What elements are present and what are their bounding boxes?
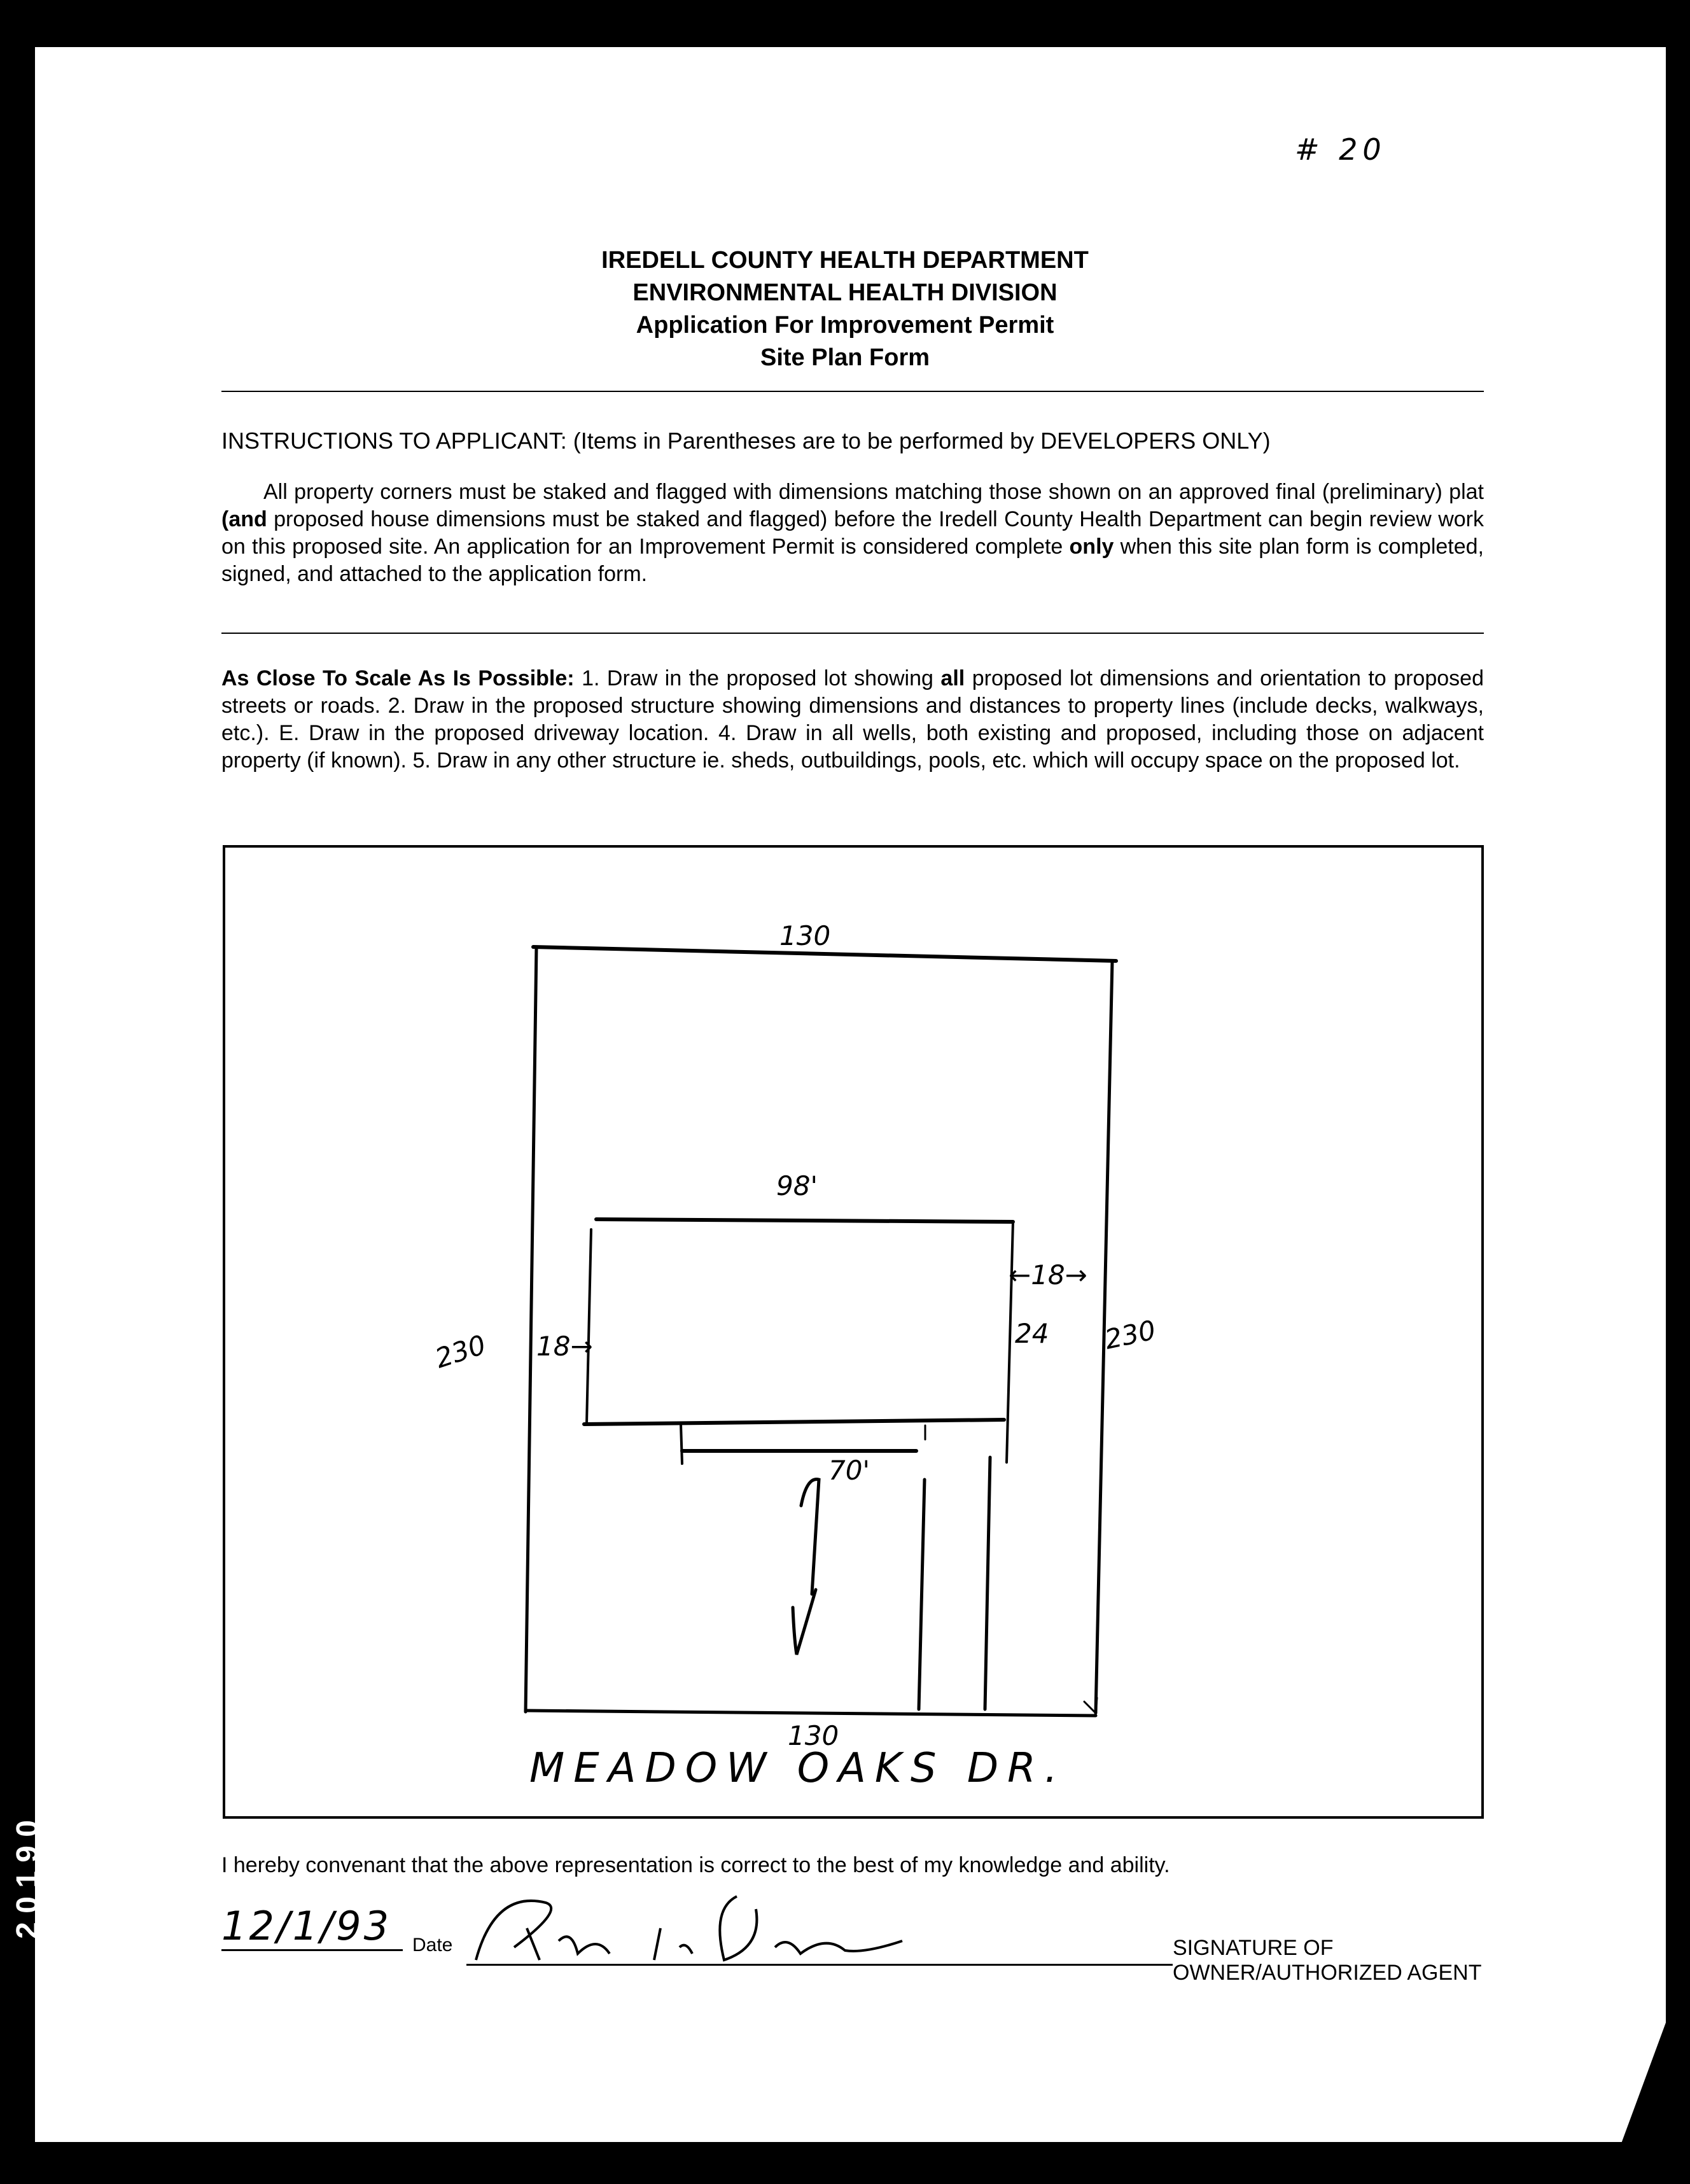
house-depth-label: 24 xyxy=(1015,1318,1049,1349)
instructions-title: INSTRUCTIONS TO APPLICANT: (Items in Parentheses are to be performed by DEVELOPERS ONLY) xyxy=(221,428,1271,454)
setback-right-label: ←18→ xyxy=(1009,1259,1087,1291)
lot-line-left xyxy=(526,947,536,1712)
distance-arrow-up-icon xyxy=(801,1480,819,1594)
date-label: Date xyxy=(412,1935,453,1956)
signature-stroke xyxy=(476,1896,902,1960)
deck-line-left xyxy=(681,1424,682,1464)
lot-line-bottom xyxy=(526,1711,1096,1716)
header-form-title: Site Plan Form xyxy=(760,344,930,371)
house-width-label: 98' xyxy=(776,1170,818,1201)
lot-right-depth-label: 230 xyxy=(1101,1314,1159,1355)
deck-width-label: 70' xyxy=(828,1455,870,1486)
house-wall-left xyxy=(587,1229,591,1424)
house-wall-top xyxy=(596,1219,1013,1222)
header-department: IREDELL COUNTY HEALTH DEPARTMENT xyxy=(601,247,1089,274)
lot-bottom-width-label: 130 xyxy=(788,1720,839,1751)
driveway-line-left xyxy=(919,1480,925,1709)
scale-instructions-text: proposed lot dimensions and orientation to proposed streets or roads. 2. Draw in the proposed structure showing dimensions and distances to property lines (include decks, walkways, etc.). E. Draw in the proposed driveway location. 4. Draw in all wells, both existing and proposed, including those on adjacent property (if known). 5. Draw in any other structure ie. sheds, outbuildings, pools, etc. which will occupy space on the proposed lot. xyxy=(221,666,1484,773)
document-number-stamp: # 20 xyxy=(1295,132,1386,167)
header-division: ENVIRONMENTAL HEALTH DIVISION xyxy=(632,279,1058,306)
instructions-text: proposed house dimensions must be staked and flagged) before the Iredell County Health Department can begin review work on this proposed site. An application for an Improvement Permit is considered complete xyxy=(221,507,1484,559)
handwritten-signature xyxy=(470,1890,1170,1966)
scale-instructions-text: 1. Draw in the proposed lot showing xyxy=(574,666,941,690)
house-wall-bottom xyxy=(584,1420,1004,1424)
margin-bates-number: 2 0 1 9 0 xyxy=(11,1820,45,1939)
date-field[interactable]: 12/1/93 xyxy=(221,1903,403,1951)
header-application: Application For Improvement Permit xyxy=(636,312,1054,339)
distance-arrow-down-icon xyxy=(793,1590,816,1655)
scale-instructions-lead: As Close To Scale As Is Possible: xyxy=(221,666,575,690)
instructions-emphasis: (and xyxy=(221,507,267,531)
house-wall-right xyxy=(1007,1222,1013,1462)
signature-row xyxy=(221,1903,1494,1985)
instructions-emphasis: only xyxy=(1069,535,1114,559)
scale-instructions-emphasis: all xyxy=(940,666,965,690)
setback-left-label: 18→ xyxy=(536,1331,593,1362)
street-name-label: MEADOW OAKS DR. xyxy=(529,1745,1066,1792)
lot-top-width-label: 130 xyxy=(779,920,831,951)
lot-left-depth-label: 230 xyxy=(431,1329,490,1375)
instructions-text: when this site plan form is completed, signed, and attached to the application form. xyxy=(221,535,1484,586)
instructions-text: All property corners must be staked and flagged with dimensions matching those shown on an approved final (preliminary) plat xyxy=(263,480,1484,504)
certification-statement: I hereby convenant that the above representation is correct to the best of my knowledge and ability. xyxy=(221,1853,1170,1877)
driveway-line-right xyxy=(985,1457,990,1709)
signature-label: SIGNATURE OF OWNER/AUTHORIZED AGENT xyxy=(1173,1936,1482,1985)
